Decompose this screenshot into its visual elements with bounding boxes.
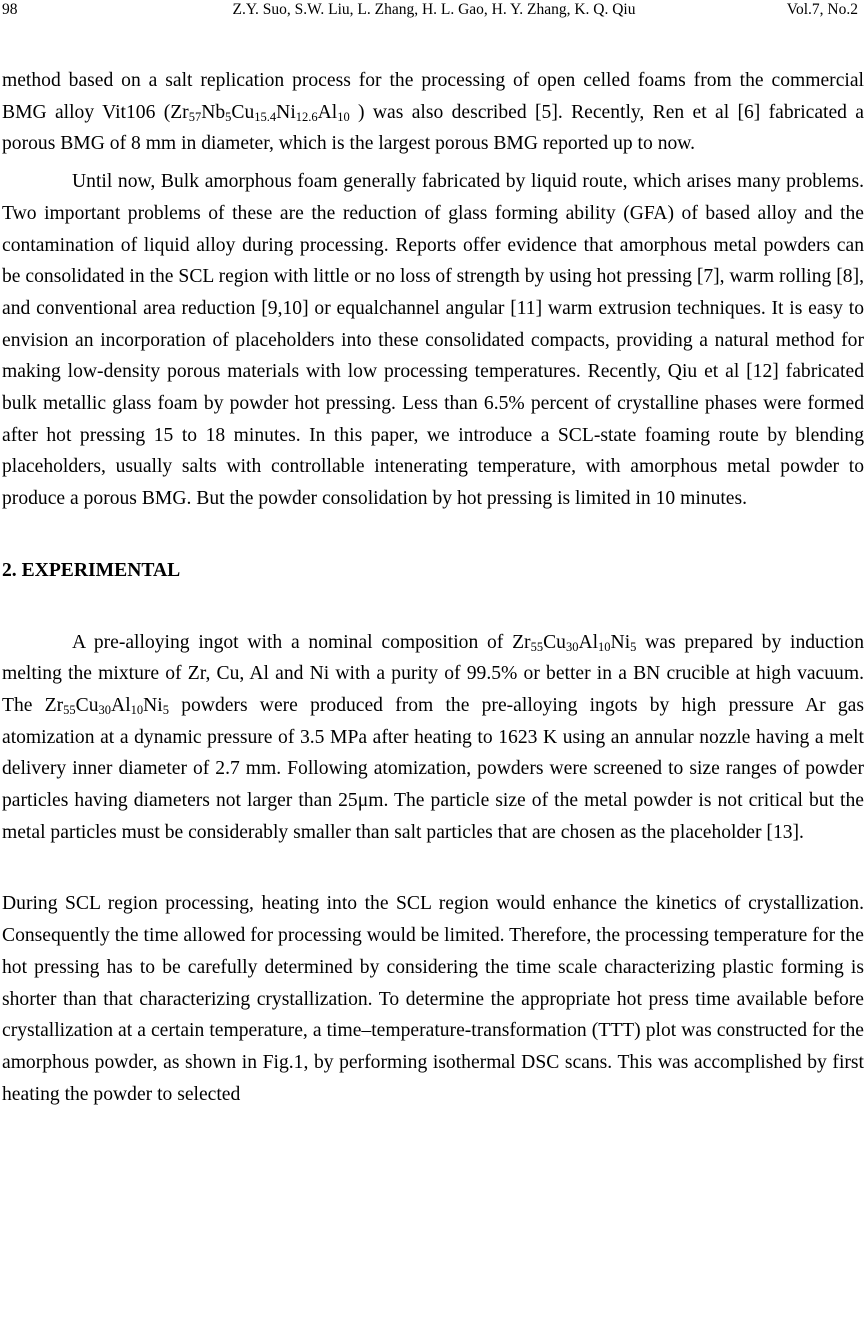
running-header bbox=[0, 0, 868, 30]
page-number: 98 bbox=[2, 1, 18, 18]
paragraph-4: During SCL region processing, heating into the SCL region would enhance the kinetics of crystallization. Consequently the time allowed for processing would be limited. Therefore, the processing temperature for the hot pressing has to be carefully determined by considering the time scale characterizing plastic forming is shorter than that characterizing crystallization. To determine the appropriate hot press time available before crystallization at a certain temperature, a time–temperature-transformation (TTT) plot was constructed for the amorphous powder, as shown in Fig.1, by performing isothermal DSC scans. This was accomplished by first heating the powder to selected bbox=[2, 893, 864, 1105]
page-body bbox=[2, 65, 864, 1110]
paragraph-3: A pre-alloying ingot with a nominal composition of $Zr_{55}Cu_{30}Al_{10}Ni_5$ was prepared by induction melting the mixture of Zr, Cu, Al and Ni with a purity of 99.5% or better in a BN crucible at high vacuum. The $Zr_{55}Cu_{30}Al_{10}Ni_5$ powders were produced from the pre-alloying ingots by high pressure Ar gas atomization at a dynamic pressure of 3.5 MPa after heating to 1623 K using an annular nozzle having a melt delivery inner diameter of 2.7 mm. Following atomization, powders were screened to size ranges of powder particles having diameters not larger than 25μm. The particle size of the metal powder is not critical but the metal particles must be considerably smaller than salt particles that are chosen as the placeholder [13]. bbox=[2, 631, 865, 843]
paragraph-1: method based on a salt replication process for the processing of open celled foams from the commercial BMG alloy Vit106 ($Zr_{57}Nb_5Cu_{15.4}Ni_{12.6}Al_{10}$ ) was also described [5]. Recently, Ren et al [6] fabricated a porous BMG of 8 mm in diameter, which is the largest porous BMG reported up to now. bbox=[2, 70, 864, 155]
paragraph-2: Until now, Bulk amorphous foam generally fabricated by liquid route, which arises many problems. Two important problems of these are the reduction of glass forming ability (GFA) of based alloy and the contamination of liquid alloy during processing. Reports offer evidence that amorphous metal powders can be consolidated in the SCL region with little or no loss of strength by using hot pressing [7], warm rolling [8], and conventional area reduction [9,10] or equalchannel angular [11] warm extrusion techniques. It is easy to envision an incorporation of placeholders into these consolidated compacts, providing a natural method for making low-density porous materials with low processing temperatures. Recently, Qiu et al [12] fabricated bulk metallic glass foam by powder hot pressing. Less than 6.5% percent of crystalline phases were formed after hot pressing 15 to 18 minutes. In this paper, we introduce a SCL-state foaming route by blending placeholders, usually salts with controllable intenerating temperature, with amorphous metal powder to produce a porous BMG. But the powder consolidation by hot pressing is limited in 10 minutes. bbox=[2, 171, 864, 510]
section-heading: 2. EXPERIMENTAL bbox=[2, 559, 181, 581]
running-authors: Z.Y. Suo, S.W. Liu, L. Zhang, H. L. Gao, H. Y. Zhang, K. Q. Qiu bbox=[232, 1, 636, 18]
volume-info: Vol.7, No.2 bbox=[786, 1, 858, 18]
